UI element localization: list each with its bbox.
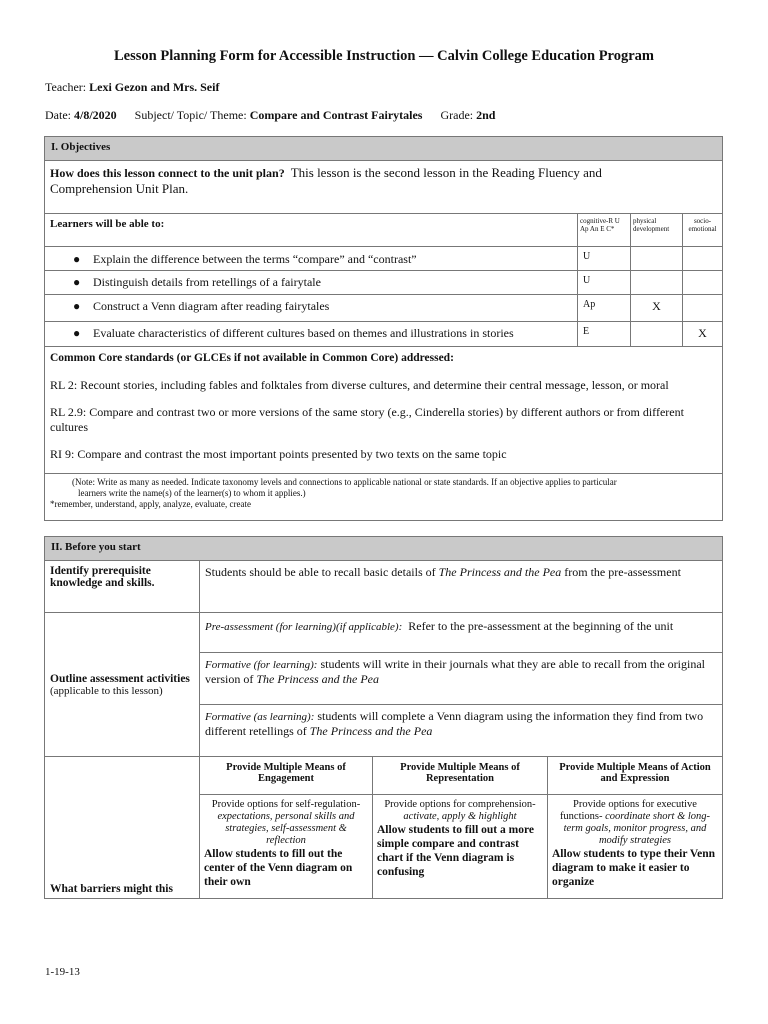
pre-assessment: Pre-assessment (for learning)(if applicable): Refer to the pre-assessment at the beginning of the unit (200, 613, 723, 653)
note-line-1: (Note: Write as many as needed. Indicate taxonomy levels and connections to applicable national or state standards. If an objective applies to particular (72, 477, 617, 487)
unit-question: How does this lesson connect to the unit plan? (50, 166, 285, 180)
col-cognitive: cognitive-R U Ap An E C* (578, 214, 631, 247)
objective-cog: U (578, 271, 631, 295)
before-start-table (44, 536, 723, 899)
col-physical: physical development (631, 214, 683, 247)
objective-item: ● Explain the difference between the terms “compare” and “contrast” (45, 247, 578, 271)
objectives-header: I. Objectives (45, 137, 723, 161)
grade-value: 2nd (476, 108, 496, 122)
prereq-label: Identify prerequisite knowledge and skills. (45, 561, 200, 613)
formative-for-learning: Formative (for learning): students will write in their journals what they are able to recall from the original version of The Princess and the Pea (200, 653, 723, 705)
prereq-book-title: The Princess and the Pea (438, 565, 562, 579)
learners-label: Learners will be able to: (45, 214, 578, 247)
assessment-label: Outline assessment activities (50, 672, 190, 685)
udl-engagement-strategy: Allow students to fill out the center of the Venn diagram on their own (204, 848, 353, 888)
objective-phys (631, 271, 683, 295)
document-title: Lesson Planning Form for Accessible Instruction — Calvin College Education Program (114, 48, 654, 64)
udl-representation-strategy: Allow students to fill out a more simple compare and contrast chart if the Venn diagram is confusing (377, 824, 534, 878)
standards-cell (45, 347, 723, 474)
objective-item: ● Distinguish details from retellings of a fairytale (45, 271, 578, 295)
udl-engagement-cell: Provide options for self-regulation- expectations, personal skills and strategies, self-assessment & reflection Allow students to fill out the center of the Venn diagram on their own (200, 795, 373, 899)
objective-phys: X (631, 295, 683, 322)
subject-label: Subject/ Topic/ Theme: (134, 108, 247, 122)
standard-ri9: RI 9: Compare and contrast the most important points presented by two texts on the same topic (50, 447, 507, 461)
note-cell (45, 474, 723, 521)
barriers-label: What barriers might this (50, 883, 173, 895)
teacher-label: Teacher: (45, 80, 87, 94)
unit-answer-1: This lesson is the second lesson in the Reading Fluency and (290, 165, 602, 180)
assessment-label-cell (45, 613, 200, 757)
standard-rl29: RL 2.9: Compare and contrast two or more versions of the same story (e.g., Cinderella stories) by different authors or from different cultures (50, 405, 684, 434)
objective-socio (683, 295, 723, 322)
before-header: II. Before you start (45, 537, 723, 561)
date-label: Date: (45, 108, 71, 122)
subject-value: Compare and Contrast Fairytales (249, 108, 423, 122)
common-core-label: Common Core standards (or GLCEs if not available in Common Core) addressed: (50, 352, 454, 364)
objective-cog: E (578, 322, 631, 347)
grade-label: Grade: (440, 108, 474, 122)
unit-answer-2: Comprehension Unit Plan. (50, 181, 189, 196)
footer-date: 1-19-13 (45, 966, 80, 978)
objective-cog: U (578, 247, 631, 271)
udl-representation-cell: Provide options for comprehension- activate, apply & highlight Allow students to fill out a more simple compare and contrast chart if the Venn diagram is confusing (373, 795, 548, 899)
unit-connection (45, 161, 723, 214)
assessment-sub: (applicable to this lesson) (50, 684, 163, 697)
prereq-text: Students should be able to recall basic details of The Princess and the Pea from the pre-assessment (200, 561, 723, 613)
standard-rl2: RL 2: Recount stories, including fables and folktales from diverse cultures, and determine their central message, lesson, or moral (50, 378, 669, 392)
objective-phys (631, 247, 683, 271)
udl-action-head: Provide Multiple Means of Action and Expression (548, 757, 723, 795)
objective-phys (631, 322, 683, 347)
teacher-value: Lexi Gezon and Mrs. Seif (89, 80, 220, 94)
objective-item: ● Evaluate characteristics of different cultures based on themes and illustrations in stories (45, 322, 578, 347)
udl-representation-head: Provide Multiple Means of Representation (373, 757, 548, 795)
objective-socio (683, 247, 723, 271)
udl-action-strategy: Allow students to type their Venn diagram to make it easier to organize (552, 848, 716, 888)
col-socio: socio-emotional (683, 214, 723, 247)
objective-cog: Ap (578, 295, 631, 322)
objective-socio: X (683, 322, 723, 347)
date-line (45, 108, 495, 123)
teacher-line (45, 80, 219, 95)
objectives-table (44, 136, 723, 521)
note-line-2: learners write the name(s) of the learner(s) to whom it applies.) (78, 488, 306, 498)
formative-as-learning: Formative (as learning): students will complete a Venn diagram using the information they find from two different retellings of The Princess and the Pea (200, 705, 723, 757)
objective-socio (683, 271, 723, 295)
barriers-cell (45, 757, 200, 899)
udl-engagement-head: Provide Multiple Means of Engagement (200, 757, 373, 795)
udl-action-cell: Provide options for executive functions- coordinate short & long-term goals, monitor progress, and modify strategies Allow students to type their Venn diagram to make it easier to organize (548, 795, 723, 899)
date-value: 4/8/2020 (74, 108, 117, 122)
objective-item: ● Construct a Venn diagram after reading fairytales (45, 295, 578, 322)
note-line-3: *remember, understand, apply, analyze, evaluate, create (50, 499, 251, 509)
